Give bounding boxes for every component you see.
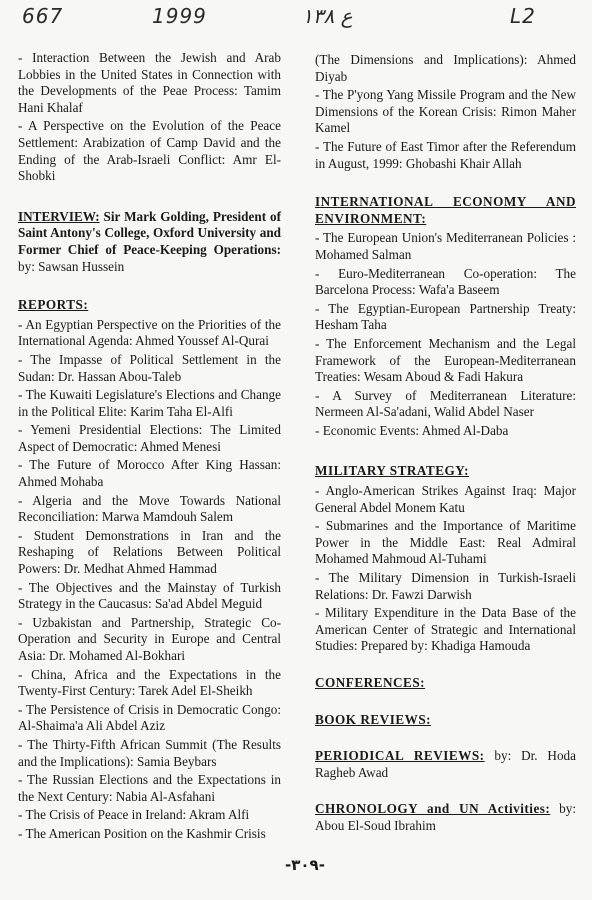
page-number: -٣٠٩- xyxy=(285,856,325,874)
handwritten-note-4: L2 xyxy=(510,4,536,28)
list-item: - The European Union's Mediterranean Policies : Mohamed Salman xyxy=(315,230,576,262)
book-reviews-section xyxy=(315,712,576,729)
list-item: - Uzbakistan and Partnership, Strategic Co-Operation and Security in Europe and Central Asia: Dr. Mohamed Al-Bokhari xyxy=(18,614,281,663)
periodical-reviews-entry xyxy=(315,748,576,781)
list-item: - Submarines and the Importance of Maritime Power in the Middle East: Real Admiral Mohamed Mahmoud Al-Tuhami xyxy=(315,518,576,567)
interview-heading: INTERVIEW: xyxy=(18,208,100,224)
conferences-heading: CONFERENCES: xyxy=(315,675,426,690)
list-item: - The Objectives and the Mainstay of Turkish Strategy in the Caucasus: Sa'ad Abdel Meguid xyxy=(18,579,281,612)
chronology-author: by: Abou El-Soud Ibrahim xyxy=(315,801,576,833)
list-item: (The Dimensions and Implications): Ahmed Diyab xyxy=(315,52,576,84)
list-item: - Economic Events: Ahmed Al-Daba xyxy=(315,422,509,438)
list-item: - China, Africa and the Expectations in the Twenty-First Century: Tarek Adel El-Sheikh xyxy=(18,666,281,699)
book-reviews-heading: BOOK REVIEWS: xyxy=(315,711,432,727)
list-item: - The Crisis of Peace in Ireland: Akram Alfi xyxy=(18,807,250,823)
periodical-reviews-author: by: Dr. Hoda Ragheb Awad xyxy=(315,748,576,780)
list-item: - Student Demonstrations in Iran and the Reshaping of Relations Between Political Powers: Dr. Medhat Ahmed Hammad xyxy=(18,527,281,577)
chronology-entry xyxy=(315,801,576,834)
handwritten-note-2: 1999 xyxy=(152,4,207,28)
list-item: - Military Expenditure in the Data Base of the American Center of Strategic and International Studies: Prepared by: Khadiga Hamouda xyxy=(315,605,576,654)
list-item: - The Persistence of Crisis in Democratic Congo: Al-Shaima'a Ali Abdel Aziz xyxy=(18,701,281,734)
list-item: - An Egyptian Perspective on the Priorities of the International Agenda: Ahmed Youssef Al-Qurai xyxy=(18,316,281,349)
list-item: - The Egyptian-European Partnership Treaty: Hesham Taha xyxy=(315,300,576,333)
military-heading: MILITARY STRATEGY: xyxy=(315,463,469,479)
list-item: - The Military Dimension in Turkish-Israeli Relations: Dr. Fawzi Darwish xyxy=(315,570,576,602)
list-item: - The P'yong Yang Missile Program and the New Dimensions of the Korean Crisis: Rimon Maher Kamel xyxy=(315,87,576,136)
list-item: - The Kuwaiti Legislature's Elections and Change in the Political Elite: Karim Taha El-Alfi xyxy=(18,387,281,419)
conferences-section xyxy=(315,675,576,692)
periodical-reviews-heading: PERIODICAL REVIEWS: xyxy=(315,748,485,764)
reports-section xyxy=(18,297,281,842)
list-item: - The Russian Elections and the Expectations in the Next Century: Nabia Al-Asfahani xyxy=(18,772,281,804)
list-item: - Anglo-American Strikes Against Iraq: Major General Abdel Monem Katu xyxy=(315,483,576,515)
chronology-section xyxy=(315,801,576,834)
list-item: - A Survey of Mediterranean Literature: Nermeen Al-Sa'adani, Walid Abdel Naser xyxy=(315,387,576,420)
right-column xyxy=(315,52,576,835)
left-column xyxy=(18,50,281,845)
list-item: - The American Position on the Kashmir Crisis xyxy=(18,825,266,841)
interview-section xyxy=(18,209,281,275)
interview-author: by: Sawsan Hussein xyxy=(18,258,125,274)
list-item: - Yemeni Presidential Elections: The Limited Aspect of Democratic: Ahmed Menesi xyxy=(18,422,281,454)
list-item: - Algeria and the Move Towards National Reconciliation: Marwa Mamdouh Salem xyxy=(18,492,281,525)
list-item: - The Thirty-Fifth African Summit (The Results and the Implications): Samia Beybars xyxy=(18,736,281,769)
list-item: - The Future of East Timor after the Referendum in August, 1999: Ghobashi Khair Allah xyxy=(315,138,576,171)
reports-heading: REPORTS: xyxy=(18,297,89,313)
military-section xyxy=(315,463,576,655)
list-item: - Interaction Between the Jewish and Arab Lobbies in the United States in Connection with the Developments of the Peae Process: Tamim Hani Khalaf xyxy=(18,50,281,115)
chronology-heading: CHRONOLOGY and UN Activities: xyxy=(315,801,551,817)
list-item: - Euro-Mediterranean Co-operation: The Barcelona Process: Wafa'a Baseem xyxy=(315,265,576,298)
list-item: - The Impasse of Political Settlement in the Sudan: Dr. Hassan Abou-Taleb xyxy=(18,351,281,384)
economy-heading: INTERNATIONAL ECONOMY AND ENVIRONMENT: xyxy=(315,194,576,226)
list-item: - A Perspective on the Evolution of the Peace Settlement: Arabization of Camp David and the Ending of the Arab-Israeli Conflict: Amr El-Shobki xyxy=(18,118,281,184)
interview-title: Sir Mark Golding, President of Saint Antony's College, Oxford University and Former Chief of Peace-Keeping Operations: xyxy=(18,208,281,257)
list-item: - The Enforcement Mechanism and the Legal Framework of the European-Mediterranean Treaties: Wesam Aboud & Fadi Hakura xyxy=(315,335,576,385)
interview-entry xyxy=(18,209,281,275)
handwritten-note-3: ع ١٣٨ xyxy=(302,4,353,28)
economy-section xyxy=(315,194,576,439)
periodical-reviews-section xyxy=(315,748,576,781)
list-item: - The Future of Morocco After King Hassan: Ahmed Mohaba xyxy=(18,457,281,490)
handwritten-note-1: 667 xyxy=(22,4,64,28)
